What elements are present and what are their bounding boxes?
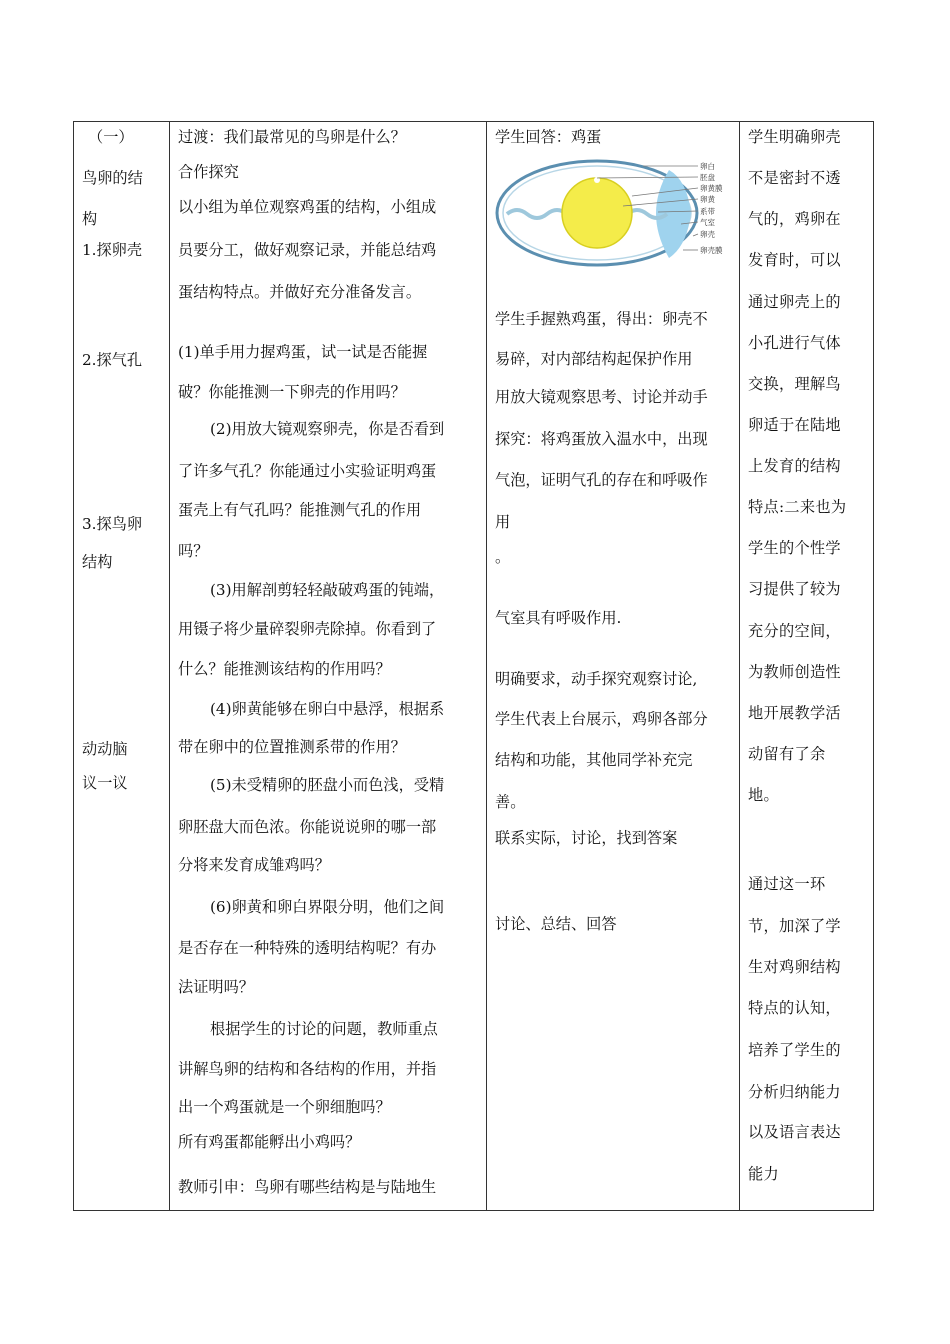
question-2-cont: 蛋壳上有气孔吗？能推测气孔的作用 <box>178 501 421 519</box>
question-3-cont: 用镊子将少量碎裂卵壳除掉。你看到了 <box>178 620 437 638</box>
question-5: (5)未受精卵的胚盘小而色浅，受精 <box>210 776 445 794</box>
text-line: 合作探究 <box>178 163 239 181</box>
design-intent-column <box>740 122 874 1211</box>
egg-structure-diagram <box>493 154 733 272</box>
intent-text-line: 能力 <box>748 1165 779 1183</box>
text-line: 易碎，对内部结构起保护作用 <box>495 350 693 368</box>
intent-text-line: 以及语言表达 <box>748 1123 841 1141</box>
table-row <box>74 122 874 1211</box>
lesson-table <box>73 121 874 1211</box>
intent-text-line: 为教师创造性 <box>748 663 841 681</box>
intent-text-line: 通过卵壳上的 <box>748 293 841 311</box>
step-pores: 2.探气孔 <box>82 351 143 369</box>
question-1: (1)单手用力握鸡蛋，试一试是否能握 <box>178 343 428 361</box>
question-4: (4)卵黄能够在卵白中悬浮，根据系 <box>210 700 445 718</box>
intent-text-line: 分析归纳能力 <box>748 1083 841 1101</box>
teacher-explanation-cont: 讲解鸟卵的结构和各结构的作用，并指 <box>178 1060 437 1078</box>
section-column <box>74 122 170 1211</box>
label-shell: 卵壳 <box>700 230 715 239</box>
label-chalaza: 系带 <box>700 207 715 216</box>
text-line: 讨论、总结、回答 <box>495 915 617 933</box>
question-5-cont: 卵胚盘大而色浓。你能说说卵的哪一部 <box>178 818 437 836</box>
teacher-extension: 教师引申：鸟卵有哪些结构是与陆地生 <box>178 1178 437 1196</box>
intent-text-line: 动留有了余 <box>748 745 826 763</box>
intent-text-line: 生对鸡卵结构 <box>748 958 841 976</box>
intent-text-line: 学生明确卵壳 <box>748 128 841 146</box>
text-line: 联系实际，讨论，找到答案 <box>495 829 678 847</box>
step-structure: 3.探鸟卵 <box>82 515 143 533</box>
intent-text-line: 卵适于在陆地 <box>748 416 841 434</box>
discussion-title: 动动脑 <box>82 740 128 758</box>
question-3-cont: 什么？能推测该结构的作用吗？ <box>178 660 391 678</box>
label-yolk: 卵黄 <box>700 195 715 204</box>
intent-text-line: 发育时，可以 <box>748 251 841 269</box>
step-shell: 1.探卵壳 <box>82 241 143 259</box>
text-line: 气泡，证明气孔的存在和呼吸作 <box>495 471 708 489</box>
teacher-explanation-cont: 出一个鸡蛋就是一个卵细胞吗？ <box>178 1098 391 1116</box>
label-yolk-membrane: 卵黄膜 <box>700 184 723 193</box>
step-structure-cont: 结构 <box>82 553 113 571</box>
text-line: 学生代表上台展示，鸡卵各部分 <box>495 710 708 728</box>
intent-text-line: 不是密封不透 <box>748 169 841 187</box>
question-2-cont: 吗？ <box>178 542 209 560</box>
question-2: (2)用放大镜观察卵壳，你是否看到 <box>210 420 445 438</box>
text-line: 员要分工，做好观察记录，并能总结鸡 <box>178 241 437 259</box>
text-line: 用放大镜观察思考、讨论并动手 <box>495 388 708 406</box>
intent-text-line: 小孔进行气体 <box>748 334 841 352</box>
text-line: 气室具有呼吸作用. <box>495 609 622 627</box>
teacher-activity-column <box>170 122 487 1211</box>
intent-text-line: 培养了学生的 <box>748 1041 841 1059</box>
intent-text-line: 通过这一环 <box>748 875 826 893</box>
section-number: （一） <box>88 128 134 146</box>
text-line: 学生手握熟鸡蛋，得出：卵壳不 <box>495 310 708 328</box>
discussion-title-cont: 议一议 <box>82 774 128 792</box>
question-5-cont: 分将来发育成雏鸡吗？ <box>178 856 330 874</box>
intent-text-line: 学生的个性学 <box>748 539 841 557</box>
intent-text-line: 气的，鸡卵在 <box>748 210 841 228</box>
text-line: 过渡：我们最常见的鸟卵是什么？ <box>178 128 406 146</box>
section-title-line: 鸟卵的结 <box>82 169 143 187</box>
text-line: 以小组为单位观察鸡蛋的结构，小组成 <box>178 198 437 216</box>
text-line: 善。 <box>495 793 526 811</box>
question-6: (6)卵黄和卵白界限分明，他们之间 <box>210 898 445 916</box>
teacher-explanation: 根据学生的讨论的问题，教师重点 <box>210 1020 438 1038</box>
text-line: 明确要求，动手探究观察讨论, <box>495 670 698 688</box>
text-line: 。 <box>495 548 511 566</box>
intent-text-line: 节，加深了学 <box>748 917 841 935</box>
text-line: 蛋结构特点。并做好充分准备发言。 <box>178 283 421 301</box>
intent-text-line: 交换，理解鸟 <box>748 375 841 393</box>
egg-yolk <box>562 178 632 248</box>
intent-text-line: 地。 <box>748 786 779 804</box>
section-title-line: 构 <box>82 210 98 228</box>
intent-text-line: 地开展教学活 <box>748 704 841 722</box>
intent-text-line: 特点:二来也为 <box>748 498 847 516</box>
label-egg-white: 卵白 <box>700 162 715 171</box>
text-line: 学生回答：鸡蛋 <box>495 128 602 146</box>
intent-text-line: 上发育的结构 <box>748 457 841 475</box>
question-2-cont: 了许多气孔？你能通过小实验证明鸡蛋 <box>178 462 437 480</box>
question-1-cont: 破？你能推测一下卵壳的作用吗？ <box>178 383 406 401</box>
question-6-cont: 是否存在一种特殊的透明结构呢？有办 <box>178 939 437 957</box>
text-line: 探究：将鸡蛋放入温水中，出现 <box>495 430 708 448</box>
intent-text-line: 特点的认知， <box>748 999 841 1017</box>
question-4-cont: 带在卵中的位置推测系带的作用？ <box>178 738 406 756</box>
label-germinal-disc: 胚盘 <box>700 173 715 182</box>
question-3: (3)用解剖剪轻轻敲破鸡蛋的钝端， <box>210 581 445 599</box>
student-activity-column <box>487 122 740 1211</box>
label-air-cell: 气室 <box>700 218 715 227</box>
text-line: 结构和功能，其他同学补充完 <box>495 751 693 769</box>
intent-text-line: 充分的空间， <box>748 622 841 640</box>
label-shell-membrane: 卵壳膜 <box>700 246 723 255</box>
question-6-cont: 法证明吗？ <box>178 978 254 996</box>
text-line: 用 <box>495 513 511 531</box>
intent-text-line: 习提供了较为 <box>748 580 841 598</box>
teacher-explanation-cont: 所有鸡蛋都能孵出小鸡吗？ <box>178 1133 361 1151</box>
